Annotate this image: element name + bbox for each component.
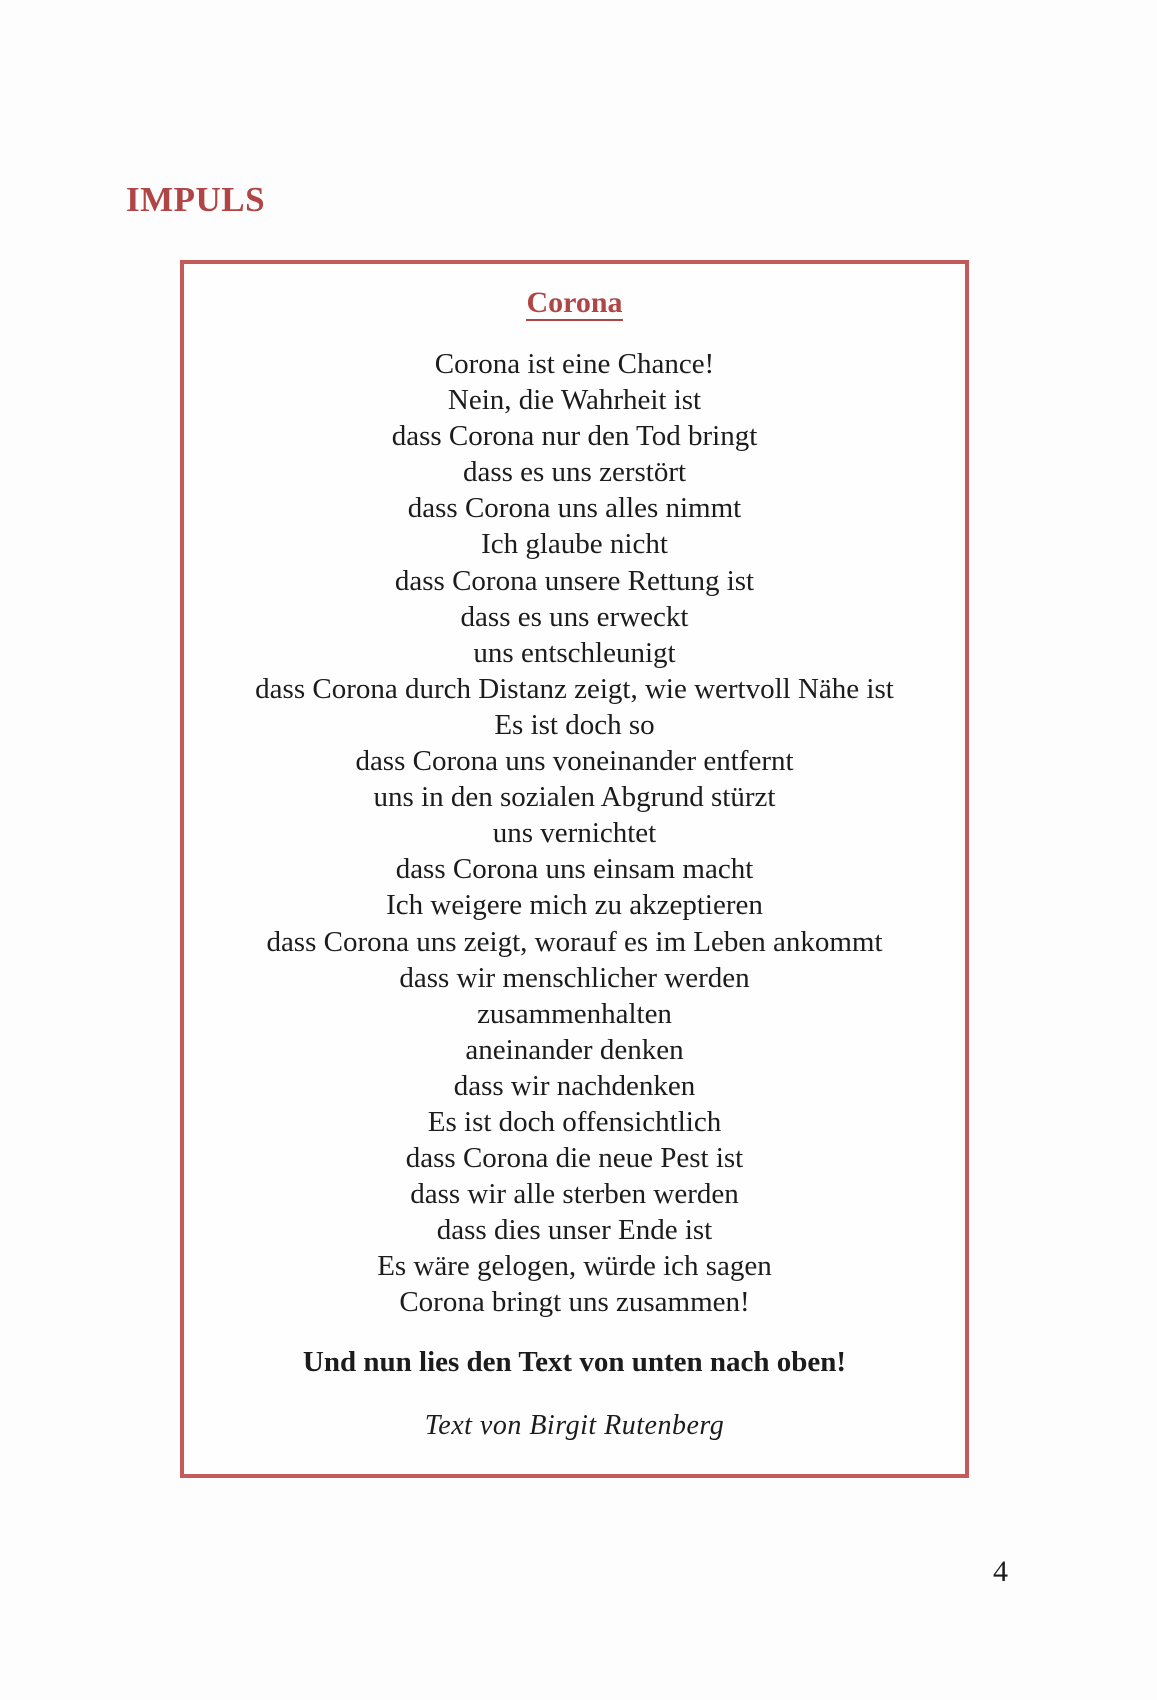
poem-line: dass es uns erweckt (460, 600, 689, 633)
poem-line: dass wir menschlicher werden (399, 961, 750, 994)
reading-instruction: Und nun lies den Text von unten nach oben! (302, 1346, 847, 1378)
poem-line: uns entschleunigt (473, 636, 676, 669)
poem-line: Es wäre gelogen, würde ich sagen (377, 1250, 772, 1283)
page-number: 4 (993, 1555, 1008, 1588)
poem-line: dass Corona die neue Pest ist (405, 1142, 744, 1175)
poem-line: uns in den sozialen Abgrund stürzt (373, 781, 776, 814)
poem-line: Corona bringt uns zusammen! (399, 1286, 750, 1319)
author-credit: Text von Birgit Rutenberg (424, 1410, 725, 1441)
poem-line: Nein, die Wahrheit ist (447, 384, 702, 417)
poem-line: Ich weigere mich zu akzeptieren (386, 889, 763, 922)
poem-lines (184, 346, 965, 1321)
poem-line: dass Corona uns voneinander entfernt (355, 745, 794, 778)
poem-line: dass Corona uns zeigt, worauf es im Leben ankommt (266, 925, 883, 958)
poem-line: zusammenhalten (477, 997, 672, 1030)
poem-line: uns vernichtet (492, 817, 657, 850)
poem-line: dass Corona durch Distanz zeigt, wie wertvoll Nähe ist (255, 672, 894, 705)
poem-title (184, 286, 965, 320)
poem-line: dass wir nachdenken (453, 1069, 696, 1102)
poem-line: dass wir alle sterben werden (410, 1178, 739, 1211)
section-heading: IMPULS (126, 180, 266, 219)
poem-line: dass Corona uns alles nimmt (407, 492, 742, 525)
poem-line: dass Corona nur den Tod bringt (391, 420, 758, 453)
poem-box (180, 260, 969, 1478)
poem-line: dass Corona uns einsam macht (395, 853, 754, 886)
poem-line: aneinander denken (465, 1033, 684, 1066)
poem-title-text: Corona (526, 286, 623, 319)
poem-line: dass Corona unsere Rettung ist (394, 564, 755, 597)
poem-line: dass es uns zerstört (462, 456, 687, 489)
poem-line: dass dies unser Ende ist (436, 1214, 713, 1247)
poem-line: Corona ist eine Chance! (434, 348, 715, 380)
poem-line: Es ist doch offensichtlich (427, 1105, 722, 1138)
poem-line: Es ist doch so (494, 708, 655, 741)
poem-line: Ich glaube nicht (481, 528, 668, 561)
